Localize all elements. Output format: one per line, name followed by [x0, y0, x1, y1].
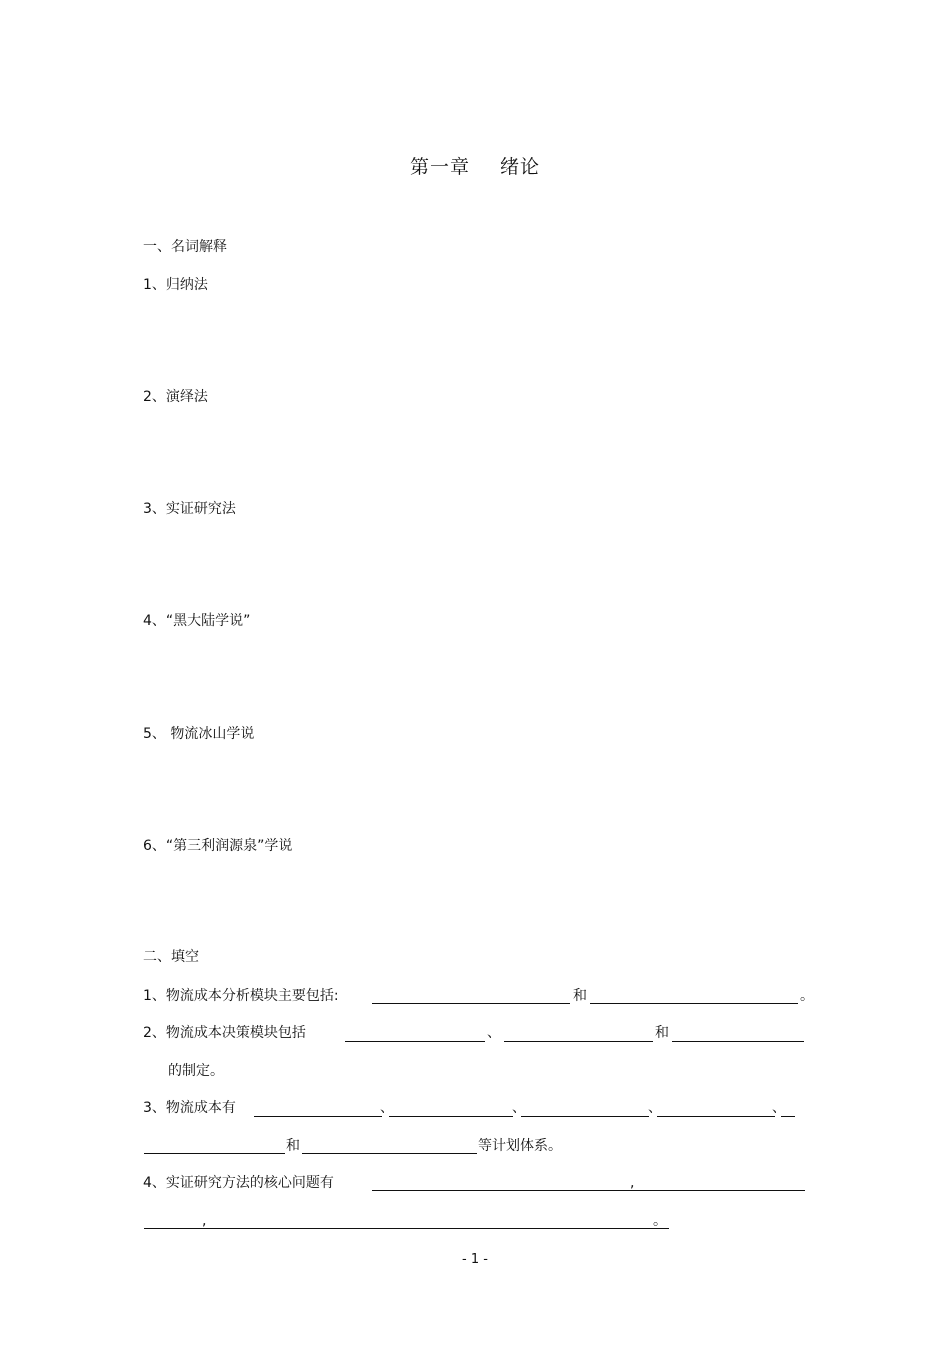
term-item-3: 3、实证研究法 — [143, 501, 236, 517]
blank-line — [144, 1228, 669, 1229]
chapter-name: 绪论 — [500, 156, 541, 178]
blank-line — [504, 1041, 653, 1042]
blank-line — [372, 1190, 805, 1191]
fill-question-2: 2、物流成本决策模块包括 — [143, 1025, 306, 1041]
page-number: - 1 - — [462, 1252, 488, 1267]
conjunction-and: 和 — [573, 988, 587, 1004]
separator-mark: 、 — [380, 1100, 394, 1116]
fill-question-2-continuation: 的制定。 — [168, 1063, 224, 1079]
fill-question-3-continuation: 等计划体系。 — [478, 1138, 562, 1154]
fill-question-1: 1、物流成本分析模块主要包括: — [143, 988, 339, 1004]
conjunction-and: 和 — [286, 1138, 300, 1154]
separator-mark: 、 — [772, 1100, 786, 1116]
section-heading-fill: 二、填空 — [143, 949, 199, 965]
comma-mark: , — [202, 1213, 207, 1229]
blank-line — [254, 1116, 382, 1117]
blank-line — [144, 1153, 285, 1154]
fill-question-3: 3、物流成本有 — [143, 1100, 236, 1116]
blank-line — [521, 1116, 649, 1117]
section-heading-terms: 一、名词解释 — [143, 239, 227, 255]
chapter-number: 第一章 — [409, 156, 470, 178]
term-item-5: 5、 物流冰山学说 — [143, 726, 255, 742]
term-item-6: 6、“第三利润源泉”学说 — [143, 838, 293, 854]
blank-line — [590, 1003, 798, 1004]
blank-line — [302, 1153, 477, 1154]
blank-line — [657, 1116, 775, 1117]
blank-line — [389, 1116, 513, 1117]
chapter-title — [0, 154, 950, 180]
term-item-1: 1、归纳法 — [143, 277, 208, 293]
blank-line — [672, 1041, 804, 1042]
blank-line — [372, 1003, 570, 1004]
period-mark: 。 — [800, 988, 814, 1004]
blank-line — [781, 1116, 795, 1117]
period-mark: 。 — [653, 1213, 667, 1229]
blank-line — [345, 1041, 485, 1042]
term-item-4: 4、“黑大陆学说” — [143, 613, 251, 629]
separator-mark: 、 — [512, 1100, 526, 1116]
term-item-2: 2、演绎法 — [143, 389, 208, 405]
separator-mark: 、 — [648, 1100, 662, 1116]
conjunction-and: 和 — [655, 1025, 669, 1041]
comma-mark: , — [630, 1175, 635, 1191]
separator-mark: 、 — [487, 1025, 501, 1041]
fill-question-4: 4、实证研究方法的核心问题有 — [143, 1175, 334, 1191]
